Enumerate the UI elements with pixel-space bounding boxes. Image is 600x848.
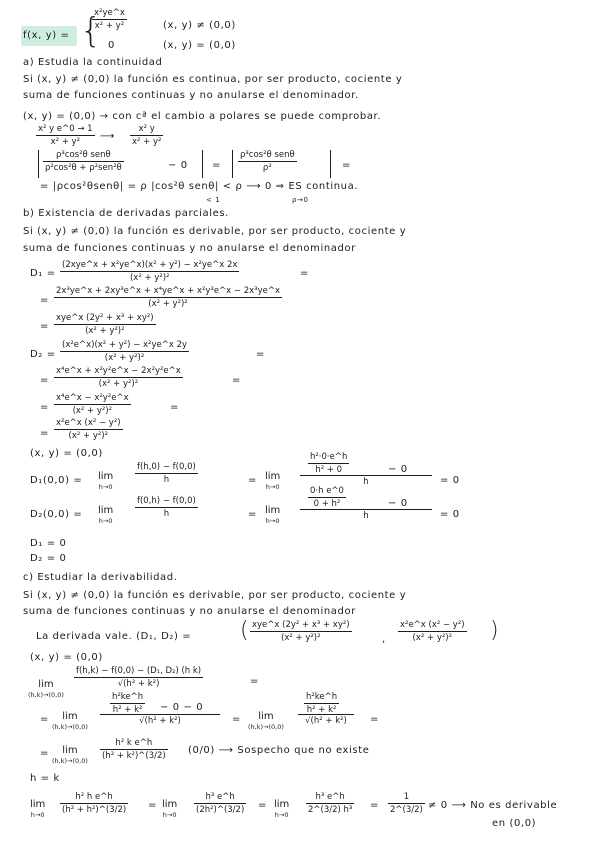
section-c-line2: suma de funciones continuas y no anularse el denominador bbox=[23, 606, 356, 617]
diff-inner-3: h²ke^h h² + k² bbox=[306, 692, 338, 715]
d2-result: D₂ = 0 bbox=[30, 553, 67, 564]
diff-eq-3: = bbox=[232, 714, 241, 725]
d1-origin-inner: h²·0·e^h h² + 0 bbox=[310, 452, 348, 475]
derivative-value-label: La derivada vale. (D₁, D₂) = bbox=[36, 631, 192, 642]
d2-origin-fraction: f(0,h) − f(0,0) h bbox=[137, 496, 196, 519]
origin-b: (x, y) = (0,0) bbox=[30, 448, 103, 459]
derivative-component-1: xye^x (2y² + x³ + xy²) (x² + y²)² bbox=[252, 620, 350, 643]
diff-dot-3: = bbox=[370, 714, 379, 725]
section-a-line1: Si (x, y) ≠ (0,0) la función es continua, por ser producto, cociente y bbox=[23, 74, 403, 85]
definition-brace: { bbox=[80, 11, 102, 51]
d2-origin-result: = 0 bbox=[440, 509, 460, 520]
polar-eq2: = bbox=[342, 160, 351, 171]
abs-bar-right-2 bbox=[330, 150, 331, 178]
d1-origin-fraction: f(h,0) − f(0,0) h bbox=[137, 462, 196, 485]
diff-fraction-4: h² k e^h (h² + k²)^(3/2) bbox=[102, 738, 166, 761]
d1-step3-eq: = bbox=[40, 321, 49, 332]
section-b-heading: b) Existencia de derivadas parciales. bbox=[23, 208, 229, 219]
section-a-line3: (x, y) = (0,0) → con cª el cambio a polares se puede comprobar. bbox=[23, 111, 382, 122]
arrow: ⟶ bbox=[100, 131, 115, 142]
abs-bar-left-2 bbox=[232, 150, 233, 178]
polar-minus0: − 0 bbox=[168, 160, 188, 171]
path-limit-3: lim h→0 bbox=[274, 799, 290, 819]
d2-step1-eq: = bbox=[256, 349, 265, 360]
d2-step3-eq: = bbox=[40, 402, 49, 413]
path-limit-1: lim h→0 bbox=[30, 799, 46, 819]
diff-fraction-1: f(h,k) − f(0,0) − (D₁, D₂) (h k) √(h² + k²) bbox=[76, 666, 202, 689]
d1-step2-eq: = bbox=[40, 295, 49, 306]
limit-fraction-2: x² y x² + y² bbox=[132, 124, 162, 147]
section-c-line1: Si (x, y) ≠ (0,0) la función es derivable, por ser producto, cociente y bbox=[23, 590, 407, 601]
d2-step3-eq-right: = bbox=[170, 402, 179, 413]
conclusion-line2: en (0,0) bbox=[492, 818, 537, 829]
d1-step1-eq: = bbox=[300, 268, 309, 279]
path-fraction-3: h³ e^h 2^(3/2) h³ bbox=[308, 792, 353, 815]
path-eq-3: = bbox=[370, 800, 379, 811]
d1-label: D₁ = bbox=[30, 268, 56, 279]
d1-origin-result: = 0 bbox=[440, 475, 460, 486]
rho-limit-note: ρ→0 bbox=[292, 196, 309, 204]
limit-fraction-1: x² y e^0 → 1 x² + y² bbox=[38, 124, 93, 147]
diff-limit-1: lim (h,k)→(0,0) bbox=[28, 679, 64, 699]
section-c-heading: c) Estudiar la derivabilidad. bbox=[23, 572, 178, 583]
d2-origin-minus: − 0 bbox=[388, 498, 408, 509]
d2-label: D₂ = bbox=[30, 349, 56, 360]
d2-step2-eq: = bbox=[40, 375, 49, 386]
path-fraction-2: h³ e^h (2h²)^(3/2) bbox=[196, 792, 245, 815]
d2-origin-eq: = bbox=[248, 509, 257, 520]
d1-origin-label: D₁(0,0) = bbox=[30, 475, 83, 486]
path-eq-1: = bbox=[148, 800, 157, 811]
path-fraction-4: 1 2^(3/2) bbox=[390, 792, 423, 815]
d2-origin-inner: 0·h e^0 0 + h² bbox=[310, 486, 344, 509]
diff-eq-4: = bbox=[40, 748, 49, 759]
path-eq-2: = bbox=[258, 800, 267, 811]
section-a-heading: a) Estudia la continuidad bbox=[23, 57, 163, 68]
d2-origin-label: D₂(0,0) = bbox=[30, 509, 83, 520]
definition-lhs: f(x, y) = bbox=[23, 30, 70, 41]
polar-eq: = bbox=[212, 160, 221, 171]
d2-origin-outer-den: h bbox=[300, 508, 432, 521]
d2-origin-lim2: lim h→0 bbox=[265, 505, 281, 525]
diff-limit-2: lim (h,k)→(0,0) bbox=[52, 711, 88, 731]
section-b-line1: Si (x, y) ≠ (0,0) la función es derivable, por ser producto, cociente y bbox=[23, 226, 407, 237]
diff-den-2: √(h² + k²) bbox=[100, 713, 220, 726]
d2-step2: x⁴e^x + x²y²e^x − 2x²y²e^x (x² + y²)² bbox=[56, 366, 181, 389]
definition-fraction: x²ye^x x² + y² bbox=[94, 8, 125, 31]
d1-origin-lim: lim h→0 bbox=[98, 471, 114, 491]
bound-note: < 1 bbox=[206, 196, 221, 204]
conclusion: ≠ 0 ⟶ No es derivable bbox=[428, 800, 558, 811]
derivative-comma: , bbox=[382, 634, 386, 645]
definition-cond2: (x, y) = (0,0) bbox=[163, 40, 236, 51]
section-b-line2: suma de funciones continuas y no anularse el denominador bbox=[23, 243, 356, 254]
diff-inner-2: h²ke^h h² + k² bbox=[112, 692, 144, 715]
vector-close-paren: ) bbox=[490, 618, 499, 643]
vector-open-paren: ( bbox=[240, 618, 249, 643]
d1-origin-lim2: lim h→0 bbox=[265, 471, 281, 491]
d1-step2: 2x³ye^x + 2xy³e^x + x⁴ye^x + x²y³e^x − 2x³ye^x (x² + y²)² bbox=[56, 286, 280, 309]
path-limit-2: lim h→0 bbox=[162, 799, 178, 819]
d1-step3: xye^x (2y² + x³ + xy²) (x² + y²)² bbox=[56, 313, 154, 336]
path-fraction-1: h² h e^h (h² + h²)^(3/2) bbox=[62, 792, 127, 815]
d2-step4-eq: = bbox=[40, 428, 49, 439]
d2-step2-eq-right: = bbox=[232, 375, 241, 386]
d1-origin-eq: = bbox=[248, 475, 257, 486]
polar-fraction-1: ρ³cos²θ senθ ρ²cos²θ + ρ²sen²θ bbox=[45, 150, 122, 173]
origin-c: (x, y) = (0,0) bbox=[30, 652, 103, 663]
d1-step1: (2xye^x + x²ye^x)(x² + y²) − x²ye^x 2x (x² + y²)² bbox=[62, 260, 238, 283]
section-a-line2: suma de funciones continuas y no anularse el denominador. bbox=[23, 90, 359, 101]
definition-zero: 0 bbox=[108, 40, 115, 51]
d1-origin-minus: − 0 bbox=[388, 464, 408, 475]
d2-origin-lim: lim h→0 bbox=[98, 505, 114, 525]
abs-bar-left-1 bbox=[38, 150, 39, 178]
abs-bar-right-1 bbox=[202, 150, 203, 178]
d1-origin-outer-den: h bbox=[300, 474, 432, 487]
definition-cond1: (x, y) ≠ (0,0) bbox=[163, 20, 236, 31]
d2-step1: (x²e^x)(x² + y²) − x²ye^x 2y (x² + y²)² bbox=[62, 340, 188, 363]
d2-step4: x²e^x (x² − y²) (x² + y²)² bbox=[56, 418, 121, 441]
polar-fraction-2: ρ³cos²θ senθ ρ² bbox=[240, 150, 295, 173]
diff-limit-3: lim (h,k)→(0,0) bbox=[248, 711, 284, 731]
diff-rest-2: − 0 − 0 bbox=[160, 702, 204, 713]
diff-eq-2: = bbox=[40, 714, 49, 725]
derivative-component-2: x²e^x (x² − y²) (x² + y²)² bbox=[400, 620, 465, 643]
d2-step3: x⁴e^x − x²y²e^x (x² + y²)² bbox=[56, 393, 129, 416]
diff-den-3: √(h² + k²) bbox=[298, 713, 354, 726]
substitution: h = k bbox=[30, 773, 60, 784]
diff-limit-4: lim (h,k)→(0,0) bbox=[52, 745, 88, 765]
continuity-line: = |ρcos²θsenθ| = ρ |cos²θ senθ| < ρ ⟶ 0 ⇒ ES continua. bbox=[40, 181, 359, 192]
diff-eq-1: = bbox=[250, 676, 259, 687]
suspicion-note: (0/0) ⟶ Sospecho que no existe bbox=[188, 745, 370, 756]
d1-result: D₁ = 0 bbox=[30, 538, 67, 549]
